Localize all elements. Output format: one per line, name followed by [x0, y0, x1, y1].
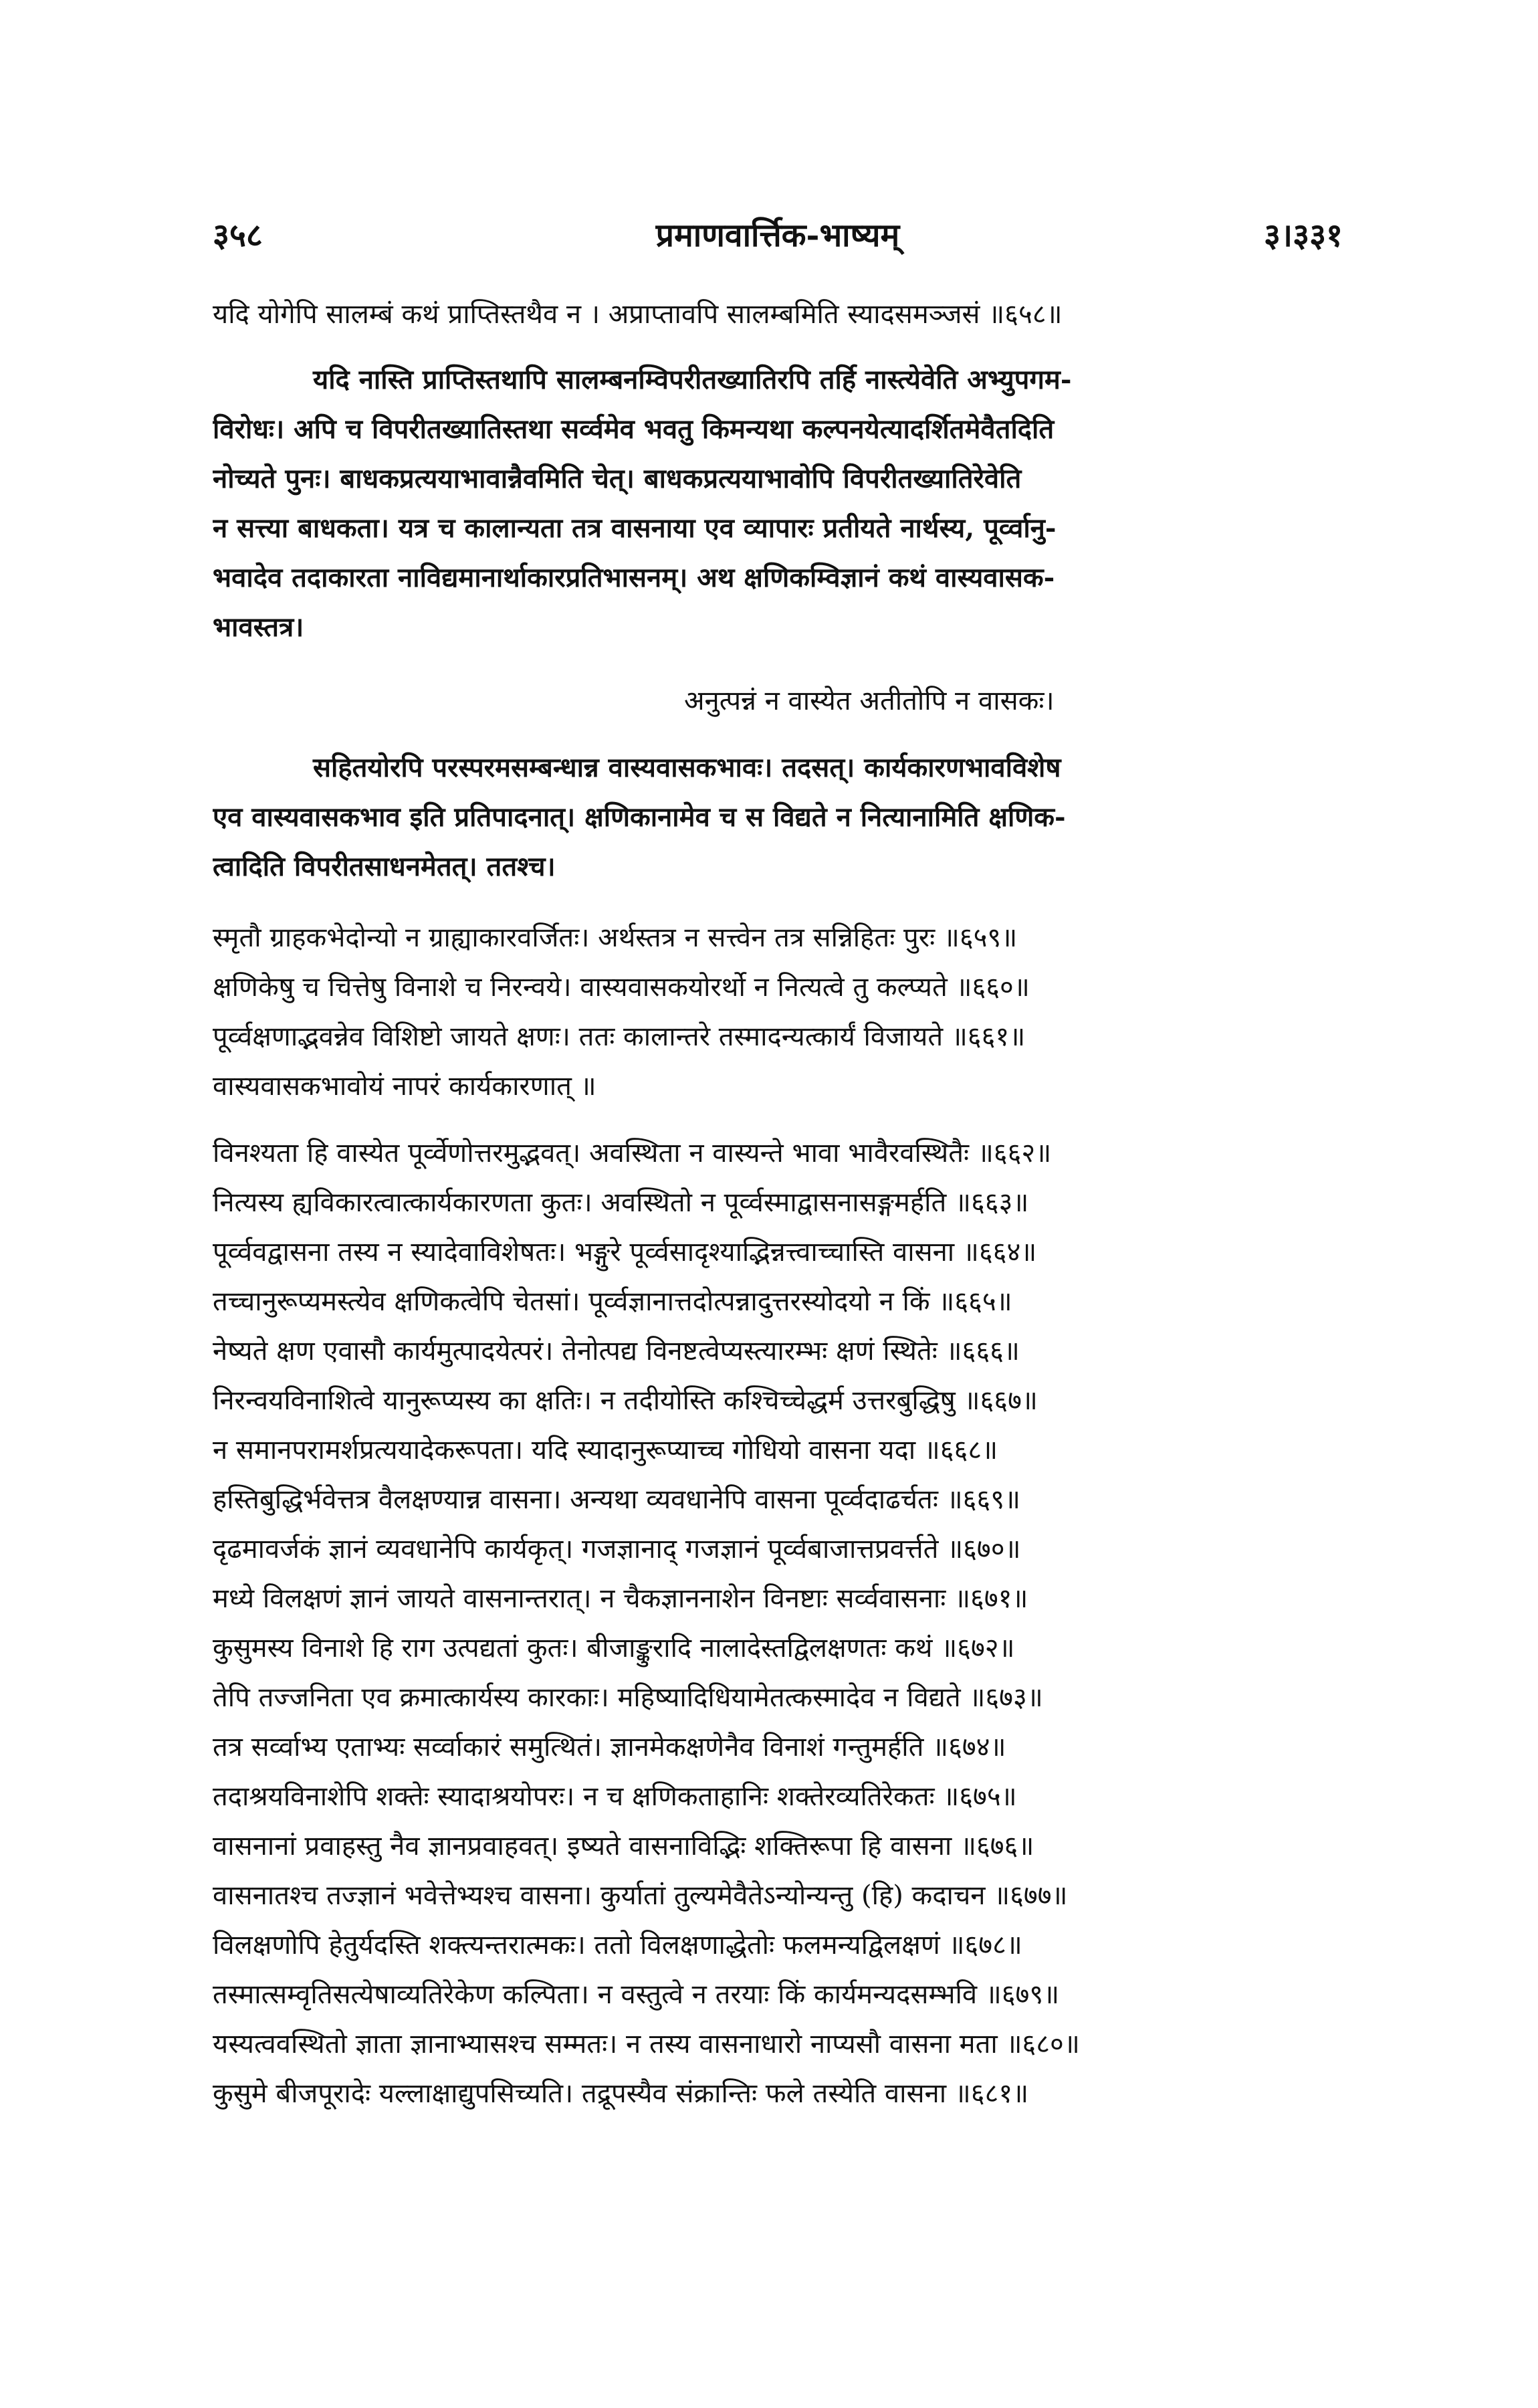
verse-line: कुसुमस्य विनाशे हि राग उत्पद्यतां कुतः। बीजाङ्कुरादि नालादेस्तद्विलक्षणतः कथं ॥६७२॥ [213, 1633, 1015, 1664]
page-header [213, 213, 1343, 266]
page-number: ३५८ [213, 217, 263, 254]
verse-line: तच्चानुरूप्यमस्त्येव क्षणिकत्वेपि चेतसां। पूर्व्वज्ञानात्तदोत्पन्नादुत्तरस्योदयो न किं ॥६६५॥ [213, 1286, 1012, 1317]
prose-line: सहितयोरपि परस्परमसम्बन्धान्न वास्यवासकभावः। तदसत्। कार्यकारणभावविशेष [313, 752, 1061, 783]
prose-line: न सत्त्या बाधकता। यत्र च कालान्यता तत्र वासनाया एव व्यापारः प्रतीयते नार्थस्य, पूर्व्वानु- [213, 512, 1057, 544]
verse-line: वासनानां प्रवाहस्तु नैव ज्ञानप्रवाहवत्। इष्यते वासनाविद्भिः शक्तिरूपा हि वासना ॥६७६॥ [213, 1831, 1034, 1862]
verse-line: यस्यत्ववस्थितो ज्ञाता ज्ञानाभ्यासश्च सम्मतः। न तस्य वासनाधारो नाप्यसौ वासना मता ॥६८०॥ [213, 2029, 1080, 2060]
verse-line: वास्यवासकभावोयं नापरं कार्यकारणात् ॥ [213, 1071, 596, 1102]
verse-line: मध्ये विलक्षणं ज्ञानं जायते वासनान्तरात्। न चैकज्ञाननाशेन विनष्टाः सर्व्ववासनाः ॥६७१॥ [213, 1583, 1028, 1614]
verse-line: पूर्व्वक्षणाद्भवन्नेव विशिष्टो जायते क्षणः। ततः कालान्तरे तस्मादन्यत्कार्यं विजायते ॥६६१॥ [213, 1021, 1026, 1052]
verse-line: नेष्यते क्षण एवासौ कार्यमुत्पादयेत्परं। तेनोत्पद्य विनष्टत्वेप्यस्त्यारम्भः क्षणं स्थितेः ॥६६६॥ [213, 1336, 1020, 1367]
half-verse: अनुत्पन्नं न वास्येत अतीतोपि न वासकः। [684, 686, 1055, 716]
verse-line: हस्तिबुद्धिर्भवेत्तत्र वैलक्षण्यान्न वासना। अन्यथा व्यवधानेपि वासना पूर्व्वदाढर्चतः ॥६६९॥ [213, 1484, 1020, 1515]
verse-line: तेपि तज्जनिता एव क्रमात्कार्यस्य कारकाः। महिष्यादिधियामेतत्कस्मादेव न विद्यते ॥६७३॥ [213, 1682, 1043, 1713]
verse-line: वासनातश्च तज्ज्ञानं भवेत्तेभ्यश्च वासना। कुर्यातां तुल्यमेवैतेऽन्योन्यन्तु (हि) कदाचन ॥६७७॥ [213, 1880, 1068, 1911]
verse-line: कुसुमे बीजपूरादेः यल्लाक्षाद्युपसिच्यति। तद्रूपस्यैव संक्रान्तिः फले तस्येति वासना ॥६८१॥ [213, 2078, 1029, 2109]
verse-line: तत्र सर्व्वाभ्य एताभ्यः सर्व्वाकारं समुत्थितं। ज्ञानमेकक्षणेनैव विनाशं गन्तुमर्हति ॥६७४॥ [213, 1732, 1006, 1763]
verse-line: तस्मात्सम्वृतिसत्येषाव्यतिरेकेण कल्पिता। न वस्तुत्वे न तरयाः किं कार्यमन्यदसम्भवि ॥६७९॥ [213, 1979, 1060, 2010]
prose-line: यदि नास्ति प्राप्तिस्तथापि सालम्बनम्विपरीतख्यातिरपि तर्हि नास्त्येवेति अभ्युपगम- [313, 364, 1072, 395]
verse-line: दृढमावर्जकं ज्ञानं व्यवधानेपि कार्यकृत्। गजज्ञानाद् गजज्ञानं पूर्व्वबाजात्तप्रवर्त्तते ॥६७०॥ [213, 1534, 1021, 1565]
chapter-reference: ३।३३१ [1263, 217, 1343, 254]
verse-line: स्मृतौ ग्राहकभेदोन्यो न ग्राह्याकारवर्जितः। अर्थस्तत्र न सत्त्वेन तत्र सन्निहितः पुरः ॥६५९॥ [213, 922, 1018, 953]
verse-line: निरन्वयविनाशित्वे यानुरूप्यस्य का क्षतिः। न तदीयोस्ति कश्चिच्चेद्धर्म उत्तरबुद्धिषु ॥६६७॥ [213, 1385, 1038, 1416]
verse-line: न समानपरामर्शप्रत्ययादेकरूपता। यदि स्यादानुरूप्याच्च गोधियो वासना यदा ॥६६८॥ [213, 1435, 998, 1466]
prose-line: विरोधः। अपि च विपरीतख्यातिस्तथा सर्व्वमेव भवतु किमन्यथा कल्पनयेत्यादर्शितमेवैतदिति [213, 413, 1055, 445]
verse-line: विनश्यता हि वास्येत पूर्व्वेणोत्तरमुद्भवत्। अवस्थिता न वास्यन्ते भावा भावैरवस्थितैः ॥६६२॥ [213, 1138, 1052, 1169]
verse-line: विलक्षणोपि हेतुर्यदस्ति शक्त्यन्तरात्मकः। ततो विलक्षणाद्धेतोः फलमन्यद्विलक्षणं ॥६७८॥ [213, 1930, 1022, 1961]
verse-line: पूर्व्ववद्वासना तस्य न स्यादेवाविशेषतः। भङ्गुरे पूर्व्वसादृश्याद्भिन्नत्त्वाच्चास्ति वासना ॥६६४॥ [213, 1237, 1037, 1268]
prose-line: नोच्यते पुनः। बाधकप्रत्ययाभावान्नैवमिति चेत्। बाधकप्रत्ययाभावोपि विपरीतख्यातिरेवेति [213, 463, 1022, 494]
prose-line: भावस्तत्र। [213, 611, 304, 643]
prose-line: त्वादिति विपरीतसाधनमेतत्। ततश्च। [213, 851, 556, 882]
verse-line: तदाश्रयविनाशेपि शक्तेः स्यादाश्रयोपरः। न च क्षणिकताहानिः शक्तेरव्यतिरेकतः ॥६७५॥ [213, 1781, 1017, 1812]
verse-line: नित्यस्य ह्यविकारत्वात्कार्यकारणता कुतः। अवस्थितो न पूर्व्वस्माद्वासनासङ्गमर्हति ॥६६३॥ [213, 1187, 1029, 1218]
verse-line: क्षणिकेषु च चित्तेषु विनाशे च निरन्वये। वास्यवासकयोरर्थो न नित्यत्वे तु कल्प्यते ॥६६०॥ [213, 972, 1030, 1003]
verse-658: यदि योगेपि सालम्बं कथं प्राप्तिस्तथैव न । अप्राप्तावपि सालम्बमिति स्यादसमञ्जसं ॥६५८॥ [213, 299, 1063, 330]
prose-line: एव वास्यवासकभाव इति प्रतिपादनात्। क्षणिकानामेव च स विद्यते न नित्यानामिति क्षणिक- [213, 801, 1066, 833]
page-title: प्रमाणवार्त्तिक-भाष्यम् [655, 217, 900, 254]
prose-line: भवादेव तदाकारता नाविद्यमानार्थाकारप्रतिभासनम्। अथ क्षणिकम्विज्ञानं कथं वास्यवासक- [213, 562, 1055, 593]
